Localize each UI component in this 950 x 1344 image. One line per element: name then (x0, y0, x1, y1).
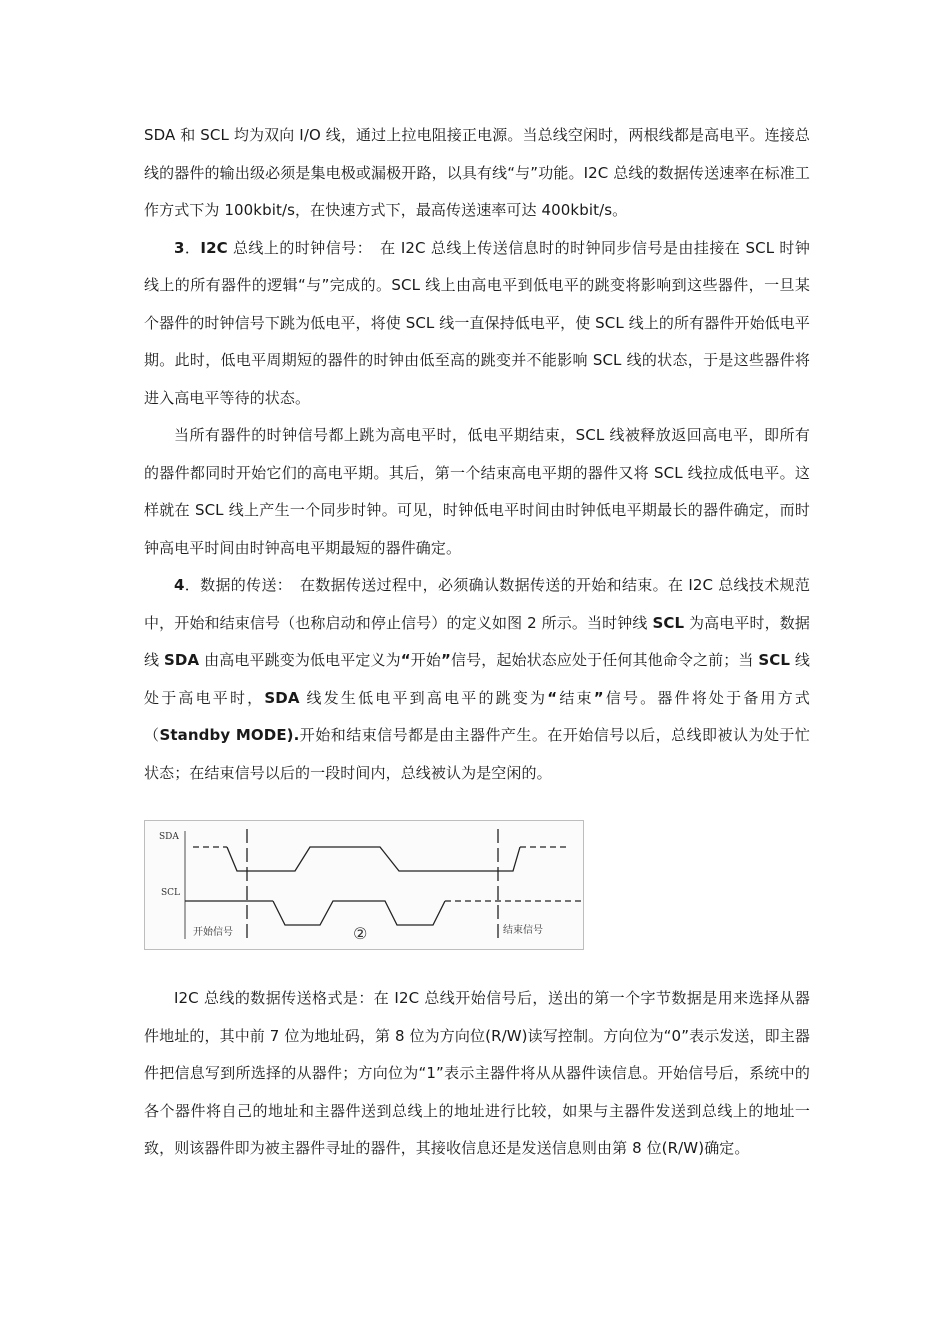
scl-label: SCL (161, 888, 181, 898)
paragraph-bus-lines: SDA 和 SCL 均为双向 I/O 线，通过上拉电阻接正电源。当总线空闲时，两根线都是高电平。连接总线的器件的输出级必须是集电极或漏极开路，以具有线“与”功能。I2C 总线的数据传送速率在标准工作方式下为 100kbit/s，在快速方式下，最高传送速率可达 400kbit/s。 (144, 126, 810, 219)
start-signal-label: 开始信号 (193, 927, 233, 938)
body-text-top (144, 117, 810, 792)
figure-number: ② (353, 924, 368, 943)
scl-pulses (273, 901, 445, 925)
section-heading-bold: I2C (200, 238, 228, 257)
timing-diagram (145, 821, 583, 949)
timing-diagram-figure (144, 820, 584, 950)
paragraph-transfer-format: I2C 总线的数据传送格式是：在 I2C 总线开始信号后，送出的第一个字节数据是用来选择从器件地址的，其中前 7 位为地址码，第 8 位为方向位(R/W)读写控制。方向位为“0”表示发送，即主器件把信息写到所选择的从器件；方向位为“1”表示主器件将从从器件读信息。开始信号后，系统中的各个器件将自己的地址和主器件送到总线上的地址进行比较，如果与主器件发送到总线上的地址一致，则该器件即为被主器件寻址的器件，其接收信息还是发送信息则由第 8 位(R/W)确定。 (144, 989, 810, 1157)
paragraph-sync-clock: 当所有器件的时钟信号都上跳为高电平时，低电平期结束，SCL 线被释放返回高电平，即所有的器件都同时开始它们的高电平期。其后，第一个结束高电平期的器件又将 SCL 线拉成低电平。这样就在 SCL 线上产生一个同步时钟。可见，时钟低电平时间由时钟低电平期最长的器件确定，而时钟高电平时间由时钟高电平期最短的器件确定。 (144, 426, 810, 557)
paragraph-data-transfer: 4．数据的传送： 在数据传送过程中，必须确认数据传送的开始和结束。在 I2C 总线技术规范中，开始和结束信号（也称启动和停止信号）的定义如图 2 所示。当时钟线 SCL 为高电平时，数据线 SDA 由高电平跳变为低电平定义为“开始”信号，起始状态应处于任何其他命令之前；当 SCL 线处于高电平时，SDA 线发生低电平到高电平的跳变为“结束”信号。器件将处于备用方式（Standby MODE).开始和结束信号都是由主器件产生。在开始信号以后，总线即被认为处于忙状态；在结束信号以后的一段时间内，总线被认为是空闲的。 (144, 576, 811, 782)
paragraph-text: 在 I2C 总线上传送信息时的时钟同步信号是由挂接在 SCL 时钟线上的所有器件的逻辑“与”完成的。SCL 线上由高电平到低电平的跳变将影响到这些器件，一旦某个器件的时钟信号下跳为低电平，将使 SCL 线一直保持低电平，使 SCL 线上的所有器件开始低电平期。此时，低电平周期短的器件的时钟由低至高的跳变并不能影响 SCL 线的状态，于是这些器件将进入高电平等待的状态。 (144, 238, 810, 407)
sda-rise (493, 847, 520, 871)
section-number: 4 (174, 576, 185, 594)
section-number: 3 (174, 238, 185, 257)
section-heading: 总线上的时钟信号： (227, 238, 365, 257)
section-heading: 数据的传送： (200, 576, 285, 594)
paragraph-clock-signal: 3．I2C 总线上的时钟信号： 在 I2C 总线上传送信息时的时钟同步信号是由挂接在 SCL 时钟线上的所有器件的逻辑“与”完成的。SCL 线上由高电平到低电平的跳变将影响到这些器件，一旦某个器件的时钟信号下跳为低电平，将使 SCL 线一直保持低电平，使 SCL 线上的所有器件开始低电平期。此时，低电平周期短的器件的时钟由低至高的跳变并不能影响 SCL 线的状态，于是这些器件将进入高电平等待的状态。 (144, 238, 810, 407)
stop-signal-label: 结束信号 (503, 925, 543, 936)
sda-label: SDA (159, 832, 179, 842)
body-text-bottom (144, 980, 810, 1168)
sda-waveform (227, 847, 493, 871)
